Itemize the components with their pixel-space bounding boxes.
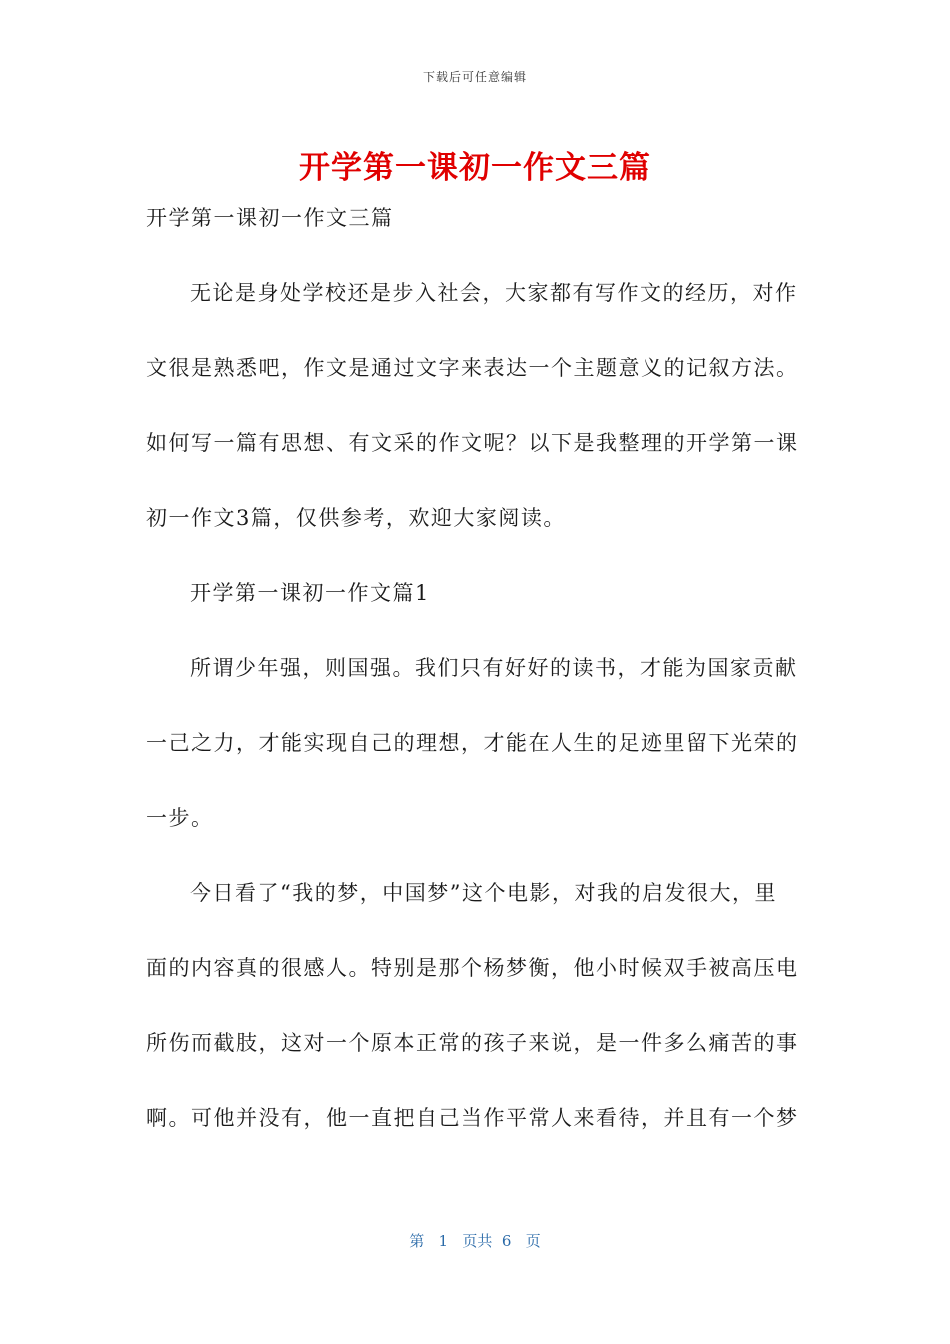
paragraph-line: 一己之力，才能实现自己的理想，才能在人生的足迹里留下光荣的	[146, 731, 799, 755]
paragraph-line: 今日看了“我的梦，中国梦”这个电影，对我的启发很大，里	[190, 881, 777, 905]
section-heading: 开学第一课初一作文篇1	[190, 581, 430, 605]
page-footer: 第 1 页共 6 页	[409, 1232, 541, 1250]
document-title: 开学第一课初一作文三篇	[299, 150, 651, 186]
paragraph-line: 一步。	[146, 806, 214, 830]
document-body	[146, 200, 799, 1137]
paragraph-line: 所谓少年强，则国强。我们只有好好的读书，才能为国家贡献	[190, 656, 798, 680]
paragraph-line: 无论是身处学校还是步入社会，大家都有写作文的经历，对作	[190, 281, 798, 305]
subtitle: 开学第一课初一作文三篇	[146, 206, 394, 230]
paragraph-line: 文很是熟悉吧，作文是通过文字来表达一个主题意义的记叙方法。	[146, 356, 799, 380]
paragraph-line: 所伤而截肢，这对一个原本正常的孩子来说，是一件多么痛苦的事	[146, 1031, 799, 1055]
header-note: 下载后可任意编辑	[422, 70, 527, 84]
paragraph-line: 初一作文3篇，仅供参考，欢迎大家阅读。	[146, 506, 566, 530]
paragraph-line: 啊。可他并没有，他一直把自己当作平常人来看待，并且有一个梦	[146, 1106, 799, 1130]
paragraph-line: 面的内容真的很感人。特别是那个杨梦衡，他小时候双手被高压电	[146, 956, 799, 980]
paragraph-line: 如何写一篇有思想、有文采的作文呢？以下是我整理的开学第一课	[146, 431, 799, 455]
